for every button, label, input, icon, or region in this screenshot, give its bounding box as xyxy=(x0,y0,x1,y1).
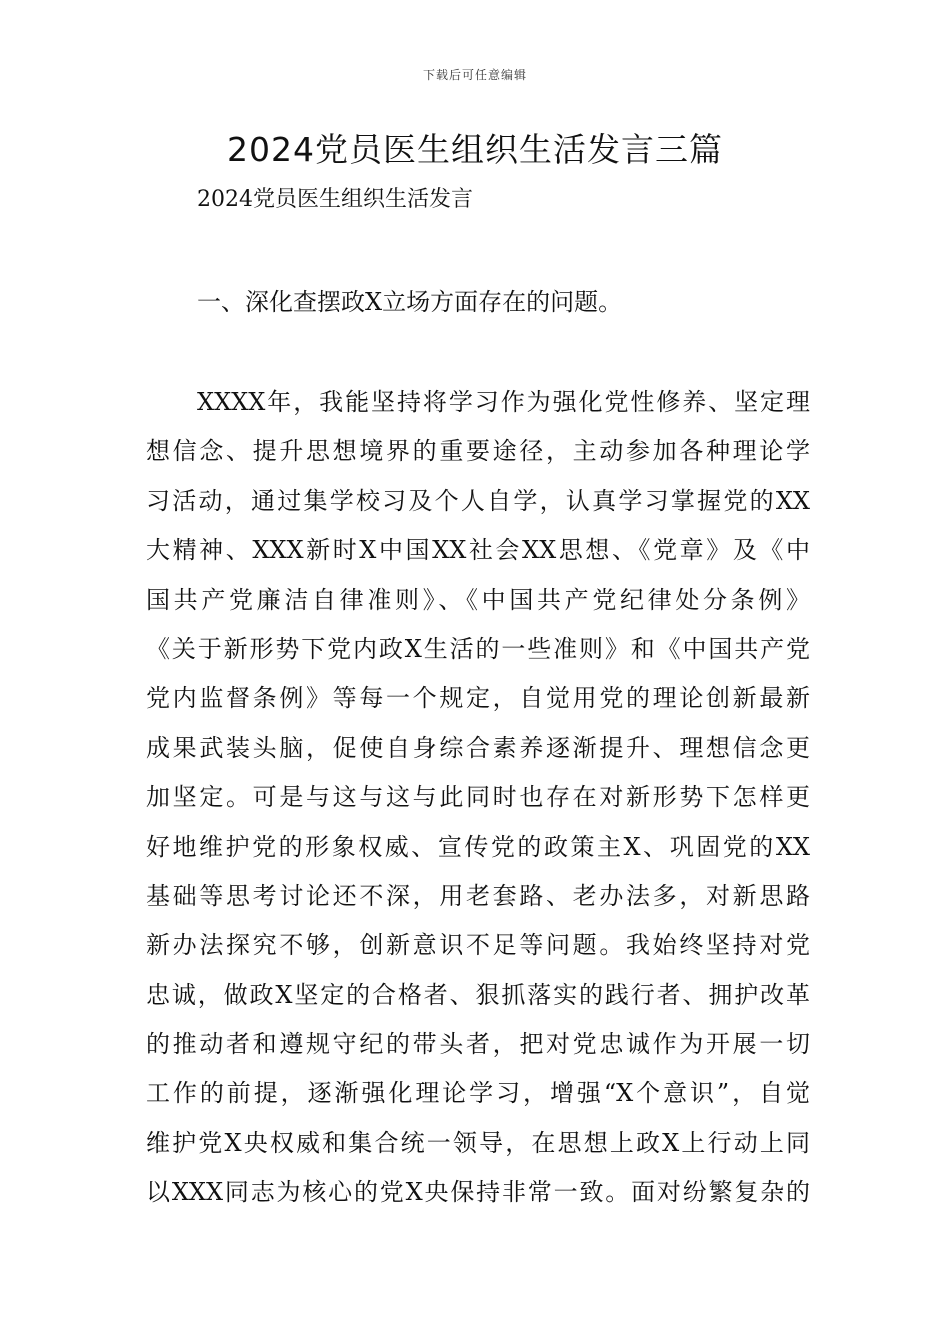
body-line: 好地维护党的形象权威、宣传党的政策主X、巩固党的XX xyxy=(146,832,810,861)
body-line: 国共产党廉洁自律准则》、《中国共产党纪律处分条例》 xyxy=(146,585,810,614)
body-line: 成果武装头脑，促使自身综合素养逐渐提升、理想信念更 xyxy=(146,733,810,762)
document-title: 2024党员医生组织生活发言三篇 xyxy=(227,130,723,169)
body-line: 大精神、XXX新时X中国XX社会XX思想、《党章》及《中 xyxy=(146,536,810,565)
body-line: 的推动者和遵规守纪的带头者，把对党忠诚作为开展一切 xyxy=(146,1030,810,1059)
body-line: 维护党X央权威和集合统一领导，在思想上政X上行动上同 xyxy=(146,1128,810,1157)
section-heading: 一、深化查摆政X立场方面存在的问题。 xyxy=(197,288,623,316)
body-line: 以XXX同志为核心的党X央保持非常一致。面对纷繁复杂的 xyxy=(146,1178,810,1207)
body-line: 基础等思考讨论还不深，用老套路、老办法多，对新思路 xyxy=(146,881,810,910)
body-line: 新办法探究不够，创新意识不足等问题。我始终坚持对党 xyxy=(146,931,810,960)
body-line: 想信念、提升思想境界的重要途径，主动参加各种理论学 xyxy=(146,437,810,466)
body-paragraph xyxy=(146,378,810,1218)
body-line: 习活动，通过集学校习及个人自学，认真学习掌握党的XX xyxy=(146,486,810,515)
body-line: 党内监督条例》等每一个规定，自觉用党的理论创新最新 xyxy=(146,684,810,713)
body-line: 《关于新形势下党内政X生活的一些准则》和《中国共产党 xyxy=(146,634,810,663)
header-note: 下载后可任意编辑 xyxy=(422,68,527,82)
body-line: 工作的前提，逐渐强化理论学习，增强“X个意识”，自觉 xyxy=(146,1079,810,1108)
document-subtitle: 2024党员医生组织生活发言 xyxy=(197,187,473,212)
body-line: 加坚定。可是与这与这与此同时也存在对新形势下怎样更 xyxy=(146,783,810,812)
body-line: XXXX年，我能坚持将学习作为强化党性修养、坚定理 xyxy=(197,388,810,416)
body-line: 忠诚，做政X坚定的合格者、狠抓落实的践行者、拥护改革 xyxy=(146,980,810,1009)
